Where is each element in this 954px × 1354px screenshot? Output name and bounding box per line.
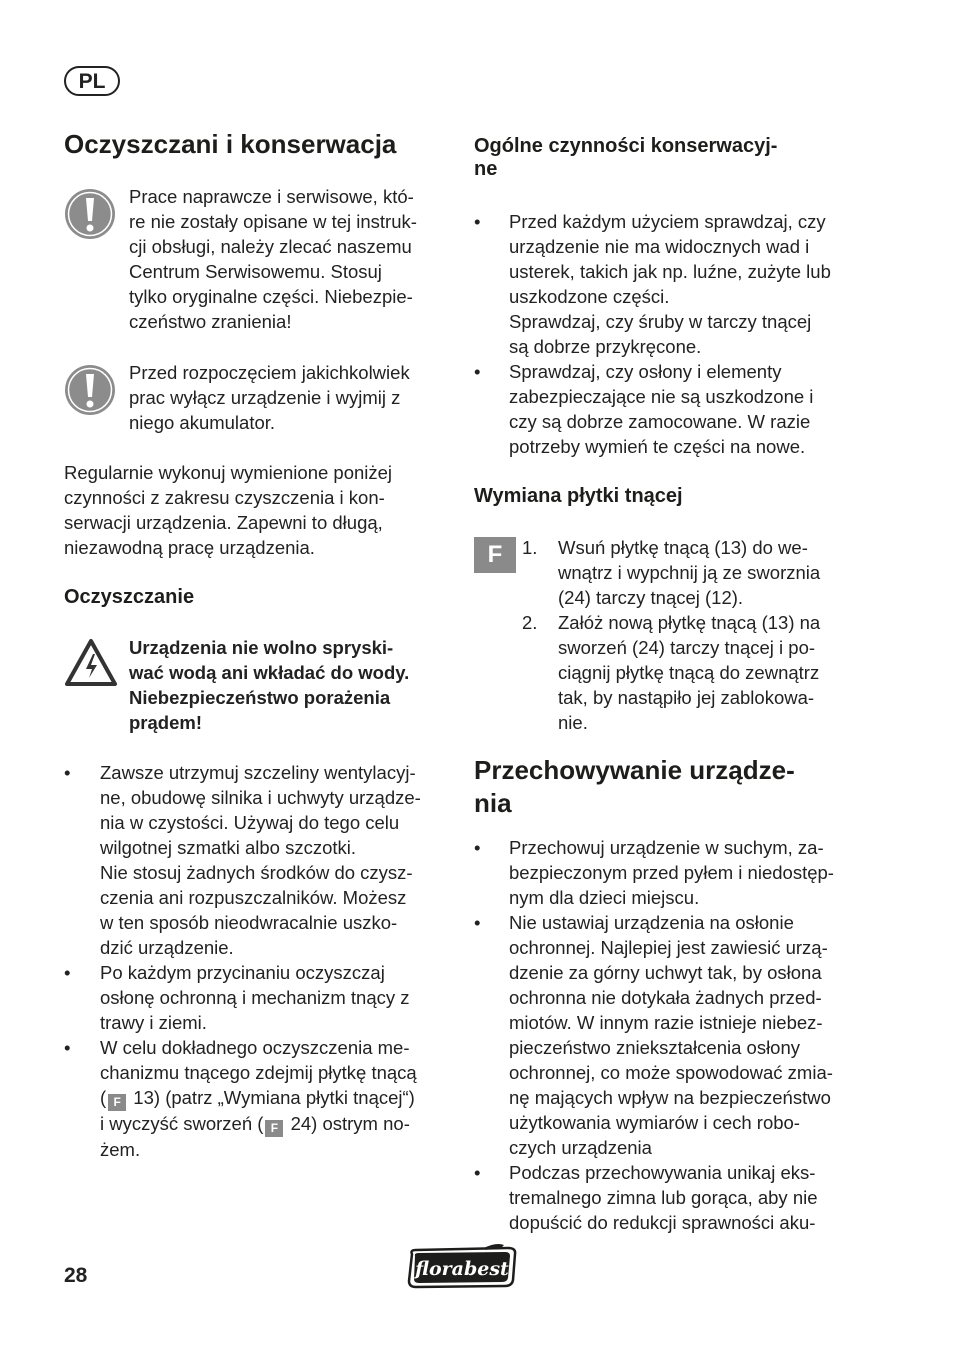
exclamation-warning-icon (64, 188, 116, 240)
list-item: • Po każdym przycinaniu oczyszczaj osłonę ochronną i mechanizm tnący z trawy i ziemi. (64, 962, 410, 1033)
list-item: 2. Załóż nową płytkę tnącą (13) na sworzeń (24) tarczy tnącej i po- ciągnij płytkę tnącą do zewnątrz tak, by nastąpiło jej zablokowa- nie. (522, 612, 821, 733)
bullet-icon: • (64, 762, 71, 783)
figure-f-icon: F (108, 1094, 126, 1111)
subheading-general-maintenance: Ogólne czynności konserwacyj- ne (474, 135, 778, 180)
bullet-icon: • (474, 1162, 481, 1183)
subheading-blade-replacement: Wymiana płytki tnącej (474, 485, 683, 507)
language-badge: PL (64, 66, 120, 96)
list-item: • Zawsze utrzymuj szczeliny wentylacyj- ne, obudowę silnika i uchwyty urządze- nia w czystości. Używaj do tego celu wilgotnej szmatki albo szczotki. Nie stosuj żadnych środków do czysz- czenia ani rozpuszczalników. Możesz w ten sposób nieodwracalnie uszko- dzić urządzenie. (64, 762, 421, 958)
bullet-icon: • (64, 1037, 71, 1058)
bullet-icon: • (474, 361, 481, 382)
list-item: • Przed każdym użyciem sprawdzaj, czy urządzenie nie ma widocznych wad i usterek, takich jak np. luźne, zużyte lub uszkodzone części. Sprawdzaj, czy śruby w tarczy tnącej są dobrze przykręcone. (474, 211, 831, 357)
intro-paragraph: Regularnie wykonuj wymienione poniżej czynności z zakresu czyszczenia i kon- serwacji urządzenia. Zapewni to długą, niezawodną pracę urządzenia. (64, 462, 393, 558)
exclamation-warning-icon (64, 364, 116, 416)
page-number: 28 (64, 1264, 88, 1287)
figure-f-icon: F (265, 1120, 283, 1137)
bullet-icon: • (474, 837, 481, 858)
bullet-icon: • (474, 211, 481, 232)
florabest-logo (404, 1244, 520, 1290)
figure-f-icon: F (474, 537, 516, 573)
list-item: • W celu dokładnego oczyszczenia me- chanizmu tnącego zdejmij płytkę tnącą ( F 13) (patrz „Wymiana płytki tnącej“) i wyczyść sworzeń ( F 24) ostrym no- żem. (64, 1037, 417, 1160)
svg-text:florabest: florabest (415, 1258, 509, 1280)
list-item: • Sprawdzaj, czy osłony i elementy zabezpieczające nie są uszkodzone i czy są dobrze zamocowane. W razie potrzeby wymień te części na nowe. (474, 361, 814, 457)
warning-text-battery: Przed rozpoczęciem jakichkolwiek prac wyłącz urządzenie i wyjmij z niego akumulator. (129, 362, 410, 433)
section-heading-cleaning-maintenance: Oczyszczani i konserwacja (64, 129, 397, 159)
shock-warning-text: Urządzenia nie wolno spryski- wać wodą ani wkładać do wody. Niebezpieczeństwo porażenia prądem! (129, 637, 410, 733)
step-number: 2. (522, 612, 538, 633)
section-heading-storage: Przechowywanie urządze- nia (474, 755, 795, 818)
bullet-icon: • (64, 962, 71, 983)
list-item: • Przechowuj urządzenie w suchym, za- bezpieczonym przed pyłem i niedostęp- nym dla dzieci miejscu. (474, 837, 834, 908)
list-item: • Podczas przechowywania unikaj eks- tremalnego zimna lub gorąca, aby nie dopuścić do redukcji sprawności aku- (474, 1162, 818, 1233)
list-item: • Nie ustawiaj urządzenia na osłonie ochronnej. Najlepiej jest zawiesić urzą- dzenie za górny uchwyt tak, by osłona ochronna nie dotykała żadnych przed- miotów. W innym razie istnieje niebez- pieczeństwo zniekształcenia osłony ochronnej, co może spowodować zmia- nę mających wpływ na bezpieczeństwo użytkowania wymiarów i cech robo- czych urządzenia (474, 912, 833, 1158)
bullet-icon: • (474, 912, 481, 933)
step-number: 1. (522, 537, 538, 558)
warning-text-repairs: Prace naprawcze i serwisowe, któ- re nie zostały opisane w tej instruk- cji obsługi, należy zlecać naszemu Centrum Serwisowemu. Stosuj tylko oryginalne części. Niebezpie- czeństwo zranienia! (129, 186, 417, 332)
subheading-cleaning: Oczyszczanie (64, 586, 195, 608)
electric-shock-warning-icon (64, 638, 118, 688)
list-item: 1. Wsuń płytkę tnącą (13) do we- wnątrz i wypchnij ją ze sworznia (24) tarczy tnącej (12). (522, 537, 821, 608)
